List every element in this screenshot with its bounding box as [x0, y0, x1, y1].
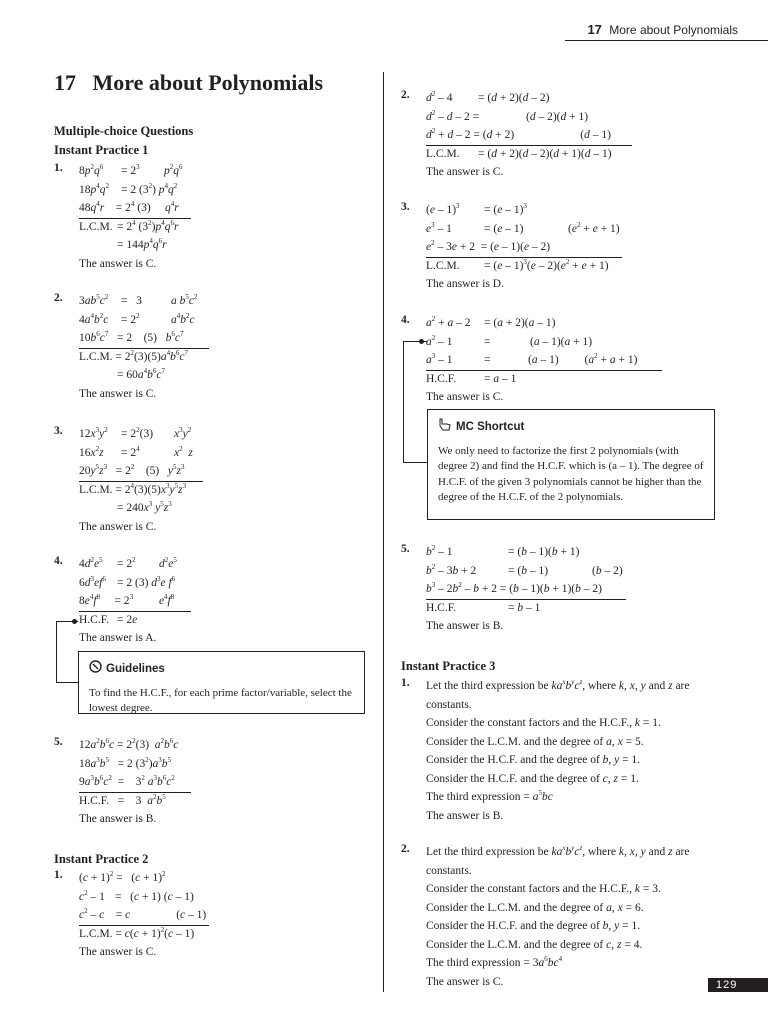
question-ip1-5: 5. $12a^2b^6c = 2^2(3)$ $a^2b^6c$ $18a^3b^5 = 2$ $(3^2)a^3b^5$ $9a^3b^6c^2$ = $3^2$ $a^3b^6c^2$ H.C.F. = 3 $a^2b^5$ The answer is B. [54, 736, 374, 829]
answer-text: The answer is B. [426, 809, 504, 822]
question-number: 5. [401, 543, 410, 555]
question-ip1-4: 4. $4d^2e^5$ = $2^2$ $d^2e^5$ $6d^3ef^6$ = 2 (3) $d^3e$ $f^6$ $8e^4f^8$ = $2^3$ $e^4f^8$ H.C.F. = 2e The answer is A. [54, 555, 374, 648]
answer-text: The answer is C. [79, 257, 157, 270]
answer-text: The answer is D. [426, 278, 504, 290]
question-number: 1. [54, 162, 63, 174]
question-ip2-2: 2. $d^2 - 4$ = (d + 2)(d – 2) $d^2$ – d – 2 = (d – 2)(d + 1) $d^2 + d - 2 = (d + 2)$ (d – 1) L.C.M. = (d + 2)(d – 2)(d + 1)(d – 1) The answer is C. [401, 89, 731, 182]
instant-practice-3-heading: Instant Practice 3 [401, 659, 496, 673]
answer-text: The answer is C. [426, 391, 504, 403]
answer-text: The answer is B. [79, 813, 157, 825]
question-number: 1. [54, 869, 63, 881]
question-ip1-1: 1. $8p^2q^6$ = $2^3$ $p^2q^6$ $18p^4q^2$ = 2 $(3^2)$ $p^4q^2$ $48q^4r$ = $2^4$ (3) $q^4r$ L.C.M. = $2^4$ $(3^2)p^4q^6r$ = $144p^4q^6r$ The answer is C. [54, 162, 374, 274]
running-head-chapter-number: 17 [587, 22, 602, 37]
question-ip2-5: 5. $b^2 - 1$ = (b – 1)(b + 1) $b^2 - 3b + 2$ = (b – 1) (b – 2) $b^3 - 2b^2 - b + 2 = (b - 1)(b + 1)(b - 2)$ H.C.F. = b – 1 The answer is B. [401, 543, 731, 636]
question-ip1-3: 3. $12x^3y^2$ = $2^2(3)$ $x^3y^2$ $16x^2z$ = $2^4$ $x^2$ z $20y^5z^3 = 2^2$ (5) $y^5z^3$ L.C.M. = $2^4(3)(5)x^3y^5z^3$ = $240x^3$ $y^5z^3$ The answer is C. [54, 425, 374, 537]
question-ip2-4: 4. $a^2 + a - 2$ = (a + 2)(a – 1) $a^2 - 1$ = (a – 1)(a + 1) $a^3 - 1$ = (a – 1) $(a^2 + a + 1)$ H.C.F. = a – 1 The answer is C. [401, 314, 731, 407]
section-heading-mc: Multiple-choice Questions [54, 124, 194, 138]
answer-text: The answer is C. [426, 975, 504, 988]
answer-text: The answer is A. [79, 632, 157, 644]
question-number: 2. [401, 843, 410, 855]
question-number: 3. [401, 201, 410, 213]
header-rule [565, 40, 768, 41]
chapter-title: 17 More about Polynomials [54, 70, 324, 95]
question-number: 4. [54, 555, 63, 567]
guidelines-title [89, 660, 354, 679]
question-number: 2. [401, 89, 410, 101]
question-number: 5. [54, 736, 63, 748]
answer-text: The answer is C. [79, 520, 157, 533]
answer-text: The answer is B. [426, 620, 504, 632]
guidelines-connector-bottom [56, 621, 78, 683]
instant-practice-1-heading: Instant Practice 1 [54, 143, 149, 157]
question-number: 3. [54, 425, 63, 437]
question-ip1-2: 2. $3ab^5c^2$ = 3 a $b^5c^2$ $4a^4b^2c$ = $2^2$ $a^4b^2c$ $10b^6c^7 = 2$ (5) $b^6c^7$ L.C.M. = $2^2(3)(5)a^4b^6c^7$ = $60a^4b^6c^7$ The answer is C. [54, 292, 374, 404]
page-number: 129 [708, 978, 768, 992]
mc-shortcut-title [438, 418, 704, 437]
column-divider [383, 72, 384, 992]
question-ip2-3: 3. (e – 1)$^3$ = (e – 1)$^3$ $e^3 - 1$ = (e – 1) $(e^2 + e + 1)$ $e^2 - 3e + 2 = (e - 1)(e - 2)$ L.C.M. = $(e - 1)^3(e - 2)(e^2 + e + 1)$ The answer is D. [401, 201, 731, 294]
answer-text: The answer is C. [79, 387, 157, 400]
mc-shortcut-text: We only need to factorize the first 2 polynomials (with degree 2) and find the H.C.F. which is (a – 1). The degree of H.C.F. of the given 3 polynomials cannot be higher than the degree of the H.C.F. of the 2 polynomials. [438, 444, 704, 503]
mc-shortcut-box [427, 409, 715, 520]
pointing-hand-icon [438, 418, 452, 437]
running-head-chapter-title: More about Polynomials [609, 23, 738, 37]
answer-text: The answer is C. [79, 946, 157, 958]
guidelines-title-text: Guidelines [106, 662, 165, 675]
mc-shortcut-title-text: MC Shortcut [456, 420, 525, 433]
running-head [0, 22, 738, 37]
instant-practice-2-heading: Instant Practice 2 [54, 852, 149, 866]
question-ip3-1: 1. Let the third expression be $ka^xb^yc^z$, where k, x, y and z are constants. Consider the constant factors and the H.C.F., k = 1. Consider the L.C.M. and the degree of a, x = 5. Consider the H.C.F. and the degree of b, y = 1. Consider the H.C.F. and the degree of c, z = 1. The third expression = $a^5bc$ The answer is B. [401, 677, 731, 825]
question-ip3-2: 2. Let the third expression be $ka^xb^yc^z$, where k, x, y and z are constants. Consider the constant factors and the H.C.F., k = 3. Consider the L.C.M. and the degree of a, x = 6. Consider the H.C.F. and the degree of b, y = 1. Consider the L.C.M. and the degree of c, z = 4. The third expression = $3a^6bc^4$ The answer is C. [401, 843, 731, 991]
guidelines-text: To find the H.C.F., for each prime factor/variable, select the lowest degree. [89, 686, 352, 714]
guidelines-icon [89, 660, 102, 679]
answer-text: The answer is C. [426, 166, 504, 178]
question-number: 2. [54, 292, 63, 304]
mc-shortcut-connector [403, 341, 427, 463]
question-number: 4. [401, 314, 410, 326]
guidelines-box [78, 651, 365, 714]
question-number: 1. [401, 677, 410, 689]
question-ip2-1: 1. $(c + 1)^2 = (c + 1)^2$ $c^2 - 1$ = (c + 1) (c – 1) $c^2$ – c = c (c – 1) L.C.M. = $c(c + 1)^2(c - 1)$ The answer is C. [54, 869, 374, 962]
